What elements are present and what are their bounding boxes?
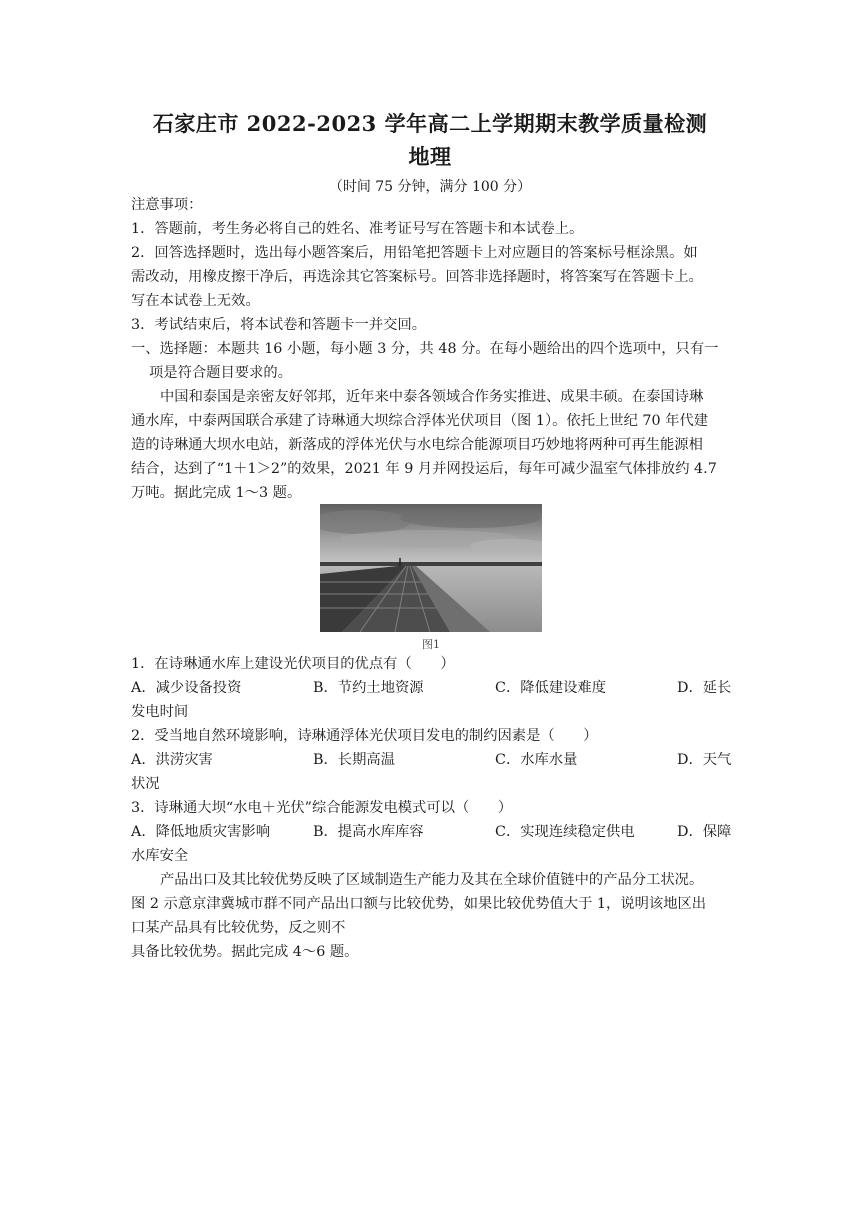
passage1-line-4: 结合，达到了“1＋1＞2”的效果，2021 年 9 月并网投运后，每年可减少温室气体排放约 4.7: [131, 461, 717, 477]
question-1-option-c[interactable]: C．降低建设难度: [495, 680, 607, 696]
exam-title: 石家庄市 2022-2023 学年高二上学期期末教学质量检测: [152, 111, 708, 136]
question-3-option-d-continued: 水库安全: [131, 848, 189, 864]
passage1-line-2: 通水库，中泰两国联合承建了诗琳通大坝综合浮体光伏项目（图 1）。依托上世纪 70 年代建: [131, 413, 709, 429]
passage1-line-3: 造的诗琳通大坝水电站，新落成的浮体光伏与水电综合能源项目巧妙地将两种可再生能源相: [131, 437, 703, 453]
question-3-stem: 3．诗琳通大坝“水电＋光伏”综合能源发电模式可以（ ）: [131, 800, 513, 816]
time-note: （时间 75 分钟，满分 100 分）: [328, 179, 532, 195]
note-2-line-1: 2．回答选择题时，选出每小题答案后，用铅笔把答题卡上对应题目的答案标号框涂黑。如: [131, 245, 698, 261]
question-3-option-b[interactable]: B．提高水库库容: [313, 824, 424, 840]
subject-title: 地理: [408, 144, 452, 169]
question-2-stem: 2．受当地自然环境影响，诗琳通浮体光伏项目发电的制约因素是（ ）: [131, 728, 598, 744]
question-2-option-d-continued: 状况: [131, 776, 160, 792]
question-1-option-a[interactable]: A．减少设备投资: [131, 680, 242, 696]
question-2-option-d[interactable]: D．天气: [677, 752, 732, 768]
floating-solar-illustration: [320, 504, 542, 632]
floating-solar-photo: [320, 504, 542, 632]
section-heading-line-1: 一、选择题：本题共 16 小题，每小题 3 分，共 48 分。在每小题给出的四个选项中，只有一: [131, 341, 719, 357]
note-1: 1．答题前，考生务必将自己的姓名、准考证号写在答题卡和本试卷上。: [131, 221, 584, 237]
notes-heading: 注意事项：: [131, 197, 203, 213]
note-2-line-2: 需改动，用橡皮擦干净后，再选涂其它答案标号。回答非选择题时，将答案写在答题卡上。: [131, 269, 703, 285]
section-heading-line-2: 项是符合题目要求的。: [149, 365, 292, 381]
question-1-option-b[interactable]: B．节约土地资源: [313, 680, 424, 696]
passage2-line-1: 产品出口及其比较优势反映了区域制造生产能力及其在全球价值链中的产品分工状况。: [160, 872, 704, 888]
question-3-option-d[interactable]: D．保障: [677, 824, 732, 840]
question-1-option-d-continued: 发电时间: [131, 704, 189, 720]
question-2-option-b[interactable]: B．长期高温: [313, 752, 395, 768]
note-2-line-3: 写在本试卷上无效。: [131, 293, 260, 309]
passage1-line-1: 中国和泰国是亲密友好邻邦，近年来中泰各领域合作务实推进、成果丰硕。在泰国诗琳: [160, 389, 704, 405]
question-1-option-d[interactable]: D．延长: [677, 680, 732, 696]
passage2-line-3: 口某产品具有比较优势，反之则不: [131, 920, 346, 936]
figure-1-caption: 图1: [422, 638, 440, 651]
passage2-line-4: 具备比较优势。据此完成 4～6 题。: [131, 944, 359, 960]
question-1-stem: 1．在诗琳通水库上建设光伏项目的优点有（ ）: [131, 656, 455, 672]
passage1-line-5: 万吨。据此完成 1～3 题。: [131, 485, 302, 501]
passage2-line-2: 图 2 示意京津冀城市群不同产品出口额与比较优势，如果比较优势值大于 1，说明该地区出: [131, 896, 707, 912]
question-2-option-a[interactable]: A．洪涝灾害: [131, 752, 213, 768]
question-3-option-c[interactable]: C．实现连续稳定供电: [495, 824, 635, 840]
note-3: 3．考试结束后，将本试卷和答题卡一并交回。: [131, 317, 427, 333]
question-2-option-c[interactable]: C．水库水量: [495, 752, 578, 768]
question-3-option-a[interactable]: A．降低地质灾害影响: [131, 824, 270, 840]
